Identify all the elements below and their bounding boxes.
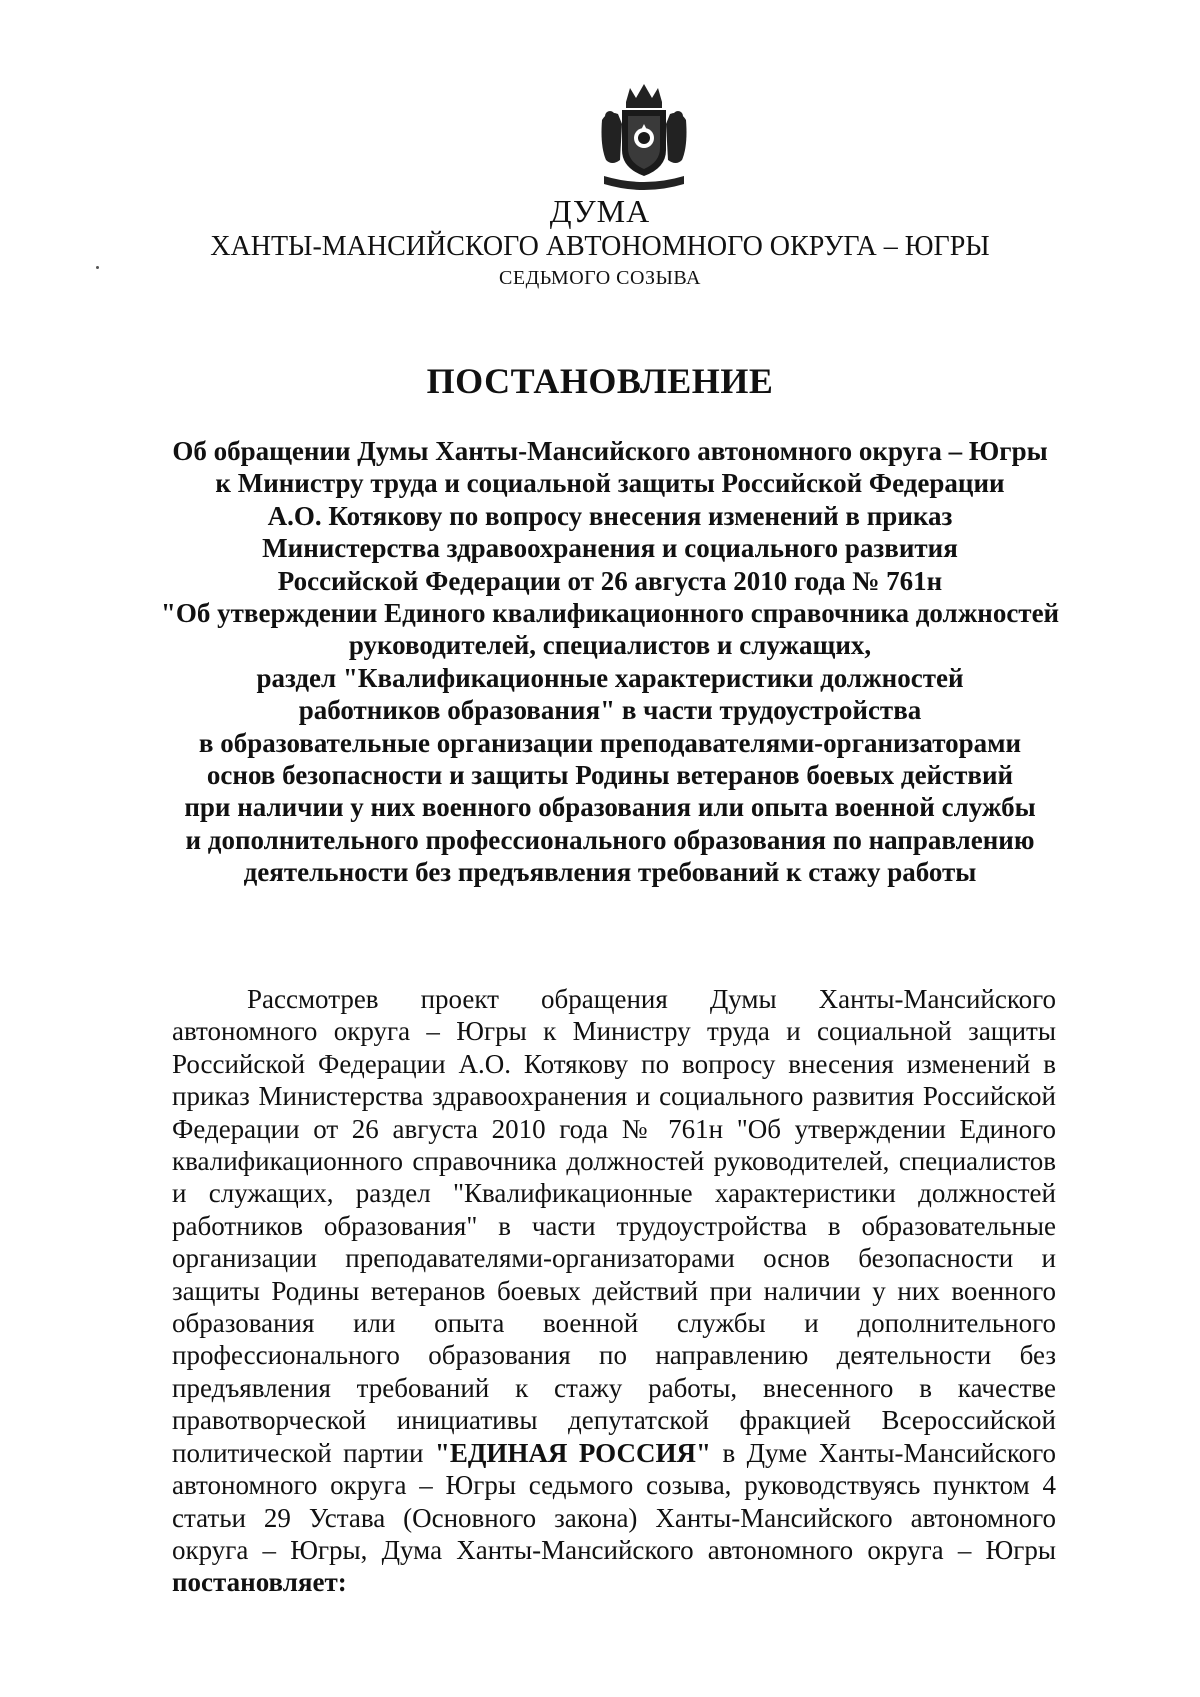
title-line: "Об утверждении Единого квалификационного справочника должностей (160, 598, 1060, 629)
party-name: "ЕДИНАЯ РОССИЯ" (434, 1437, 711, 1468)
title-line: Об обращении Думы Ханты-Мансийского автономного округа – Югры (172, 436, 1048, 466)
body-text-part: Рассмотрев проект обращения Думы Ханты-Мансийского автономного округа – Югры к Министру труда и социальной защиты Российской Федерации А.О. Котякову по вопросу внесения изменений в приказ Министерства здравоохранения и социального развития Российской Федерации от 26 августа 2010 года № 761н "Об утверждении Единого квалификационного справочника должностей руководителей, специалистов и служащих, раздел "Квалификационные характеристики должностей работников образования" в части трудоустройства в образовательные организации преподавателями-организаторами основ безопасности и защиты Родины ветеранов боевых действий при наличии у них военного образования или опыта военной службы и дополнительного профессионального образования по направлению деятельности без предъявления требований к стажу работы, внесенного в качестве правотворческой инициативы депутатской фракцией Всероссийской политической партии (172, 984, 1056, 1468)
title-line: деятельности без предъявления требований к стажу работы (243, 857, 977, 888)
title-line: раздел "Квалификационные характеристики должностей (256, 662, 964, 693)
title-line: и дополнительного профессионального образования по направлению (185, 824, 1035, 855)
body-text-part: в Думе Ханты-Мансийского автономного округа – Югры седьмого созыва, руководствуясь пунктом 4 статьи 29 Устава (Основного закона) Ханты-Мансийского автономного округа – Югры, Дума Ханты-Мансийского автономного округа – Югры (172, 1437, 1056, 1565)
title-line: в образовательные организации преподавателями-организаторами (198, 727, 1022, 758)
resolution-verb: постановляет: (172, 1567, 347, 1598)
title-line: работников образования" в части трудоустройства (298, 695, 922, 726)
title-line: при наличии у них военного образования или опыта военной службы (184, 792, 1036, 823)
title-line: руководителей, специалистов и служащих, (348, 630, 872, 661)
document-title (150, 435, 1070, 889)
convocation: СЕДЬМОГО СОЗЫВА (499, 267, 701, 289)
document-type: ПОСТАНОВЛЕНИЕ (426, 361, 774, 401)
organization-name: ДУМА (549, 193, 651, 229)
title-line: к Министру труда и социальной защиты Российской Федерации (215, 468, 1005, 499)
region-name: ХАНТЫ-МАНСИЙСКОГО АВТОНОМНОГО ОКРУГА – ЮГРЫ (210, 231, 990, 262)
title-line: основ безопасности и защиты Родины ветеранов боевых действий (206, 760, 1014, 791)
title-line: А.О. Котякову по вопросу внесения изменений в приказ (267, 500, 953, 531)
body-paragraph (172, 983, 1056, 1599)
coat-of-arms-icon (596, 80, 692, 196)
title-line: Российской Федерации от 26 августа 2010 года № 761н (277, 565, 943, 596)
title-line: Министерства здравоохранения и социального развития (262, 533, 958, 564)
